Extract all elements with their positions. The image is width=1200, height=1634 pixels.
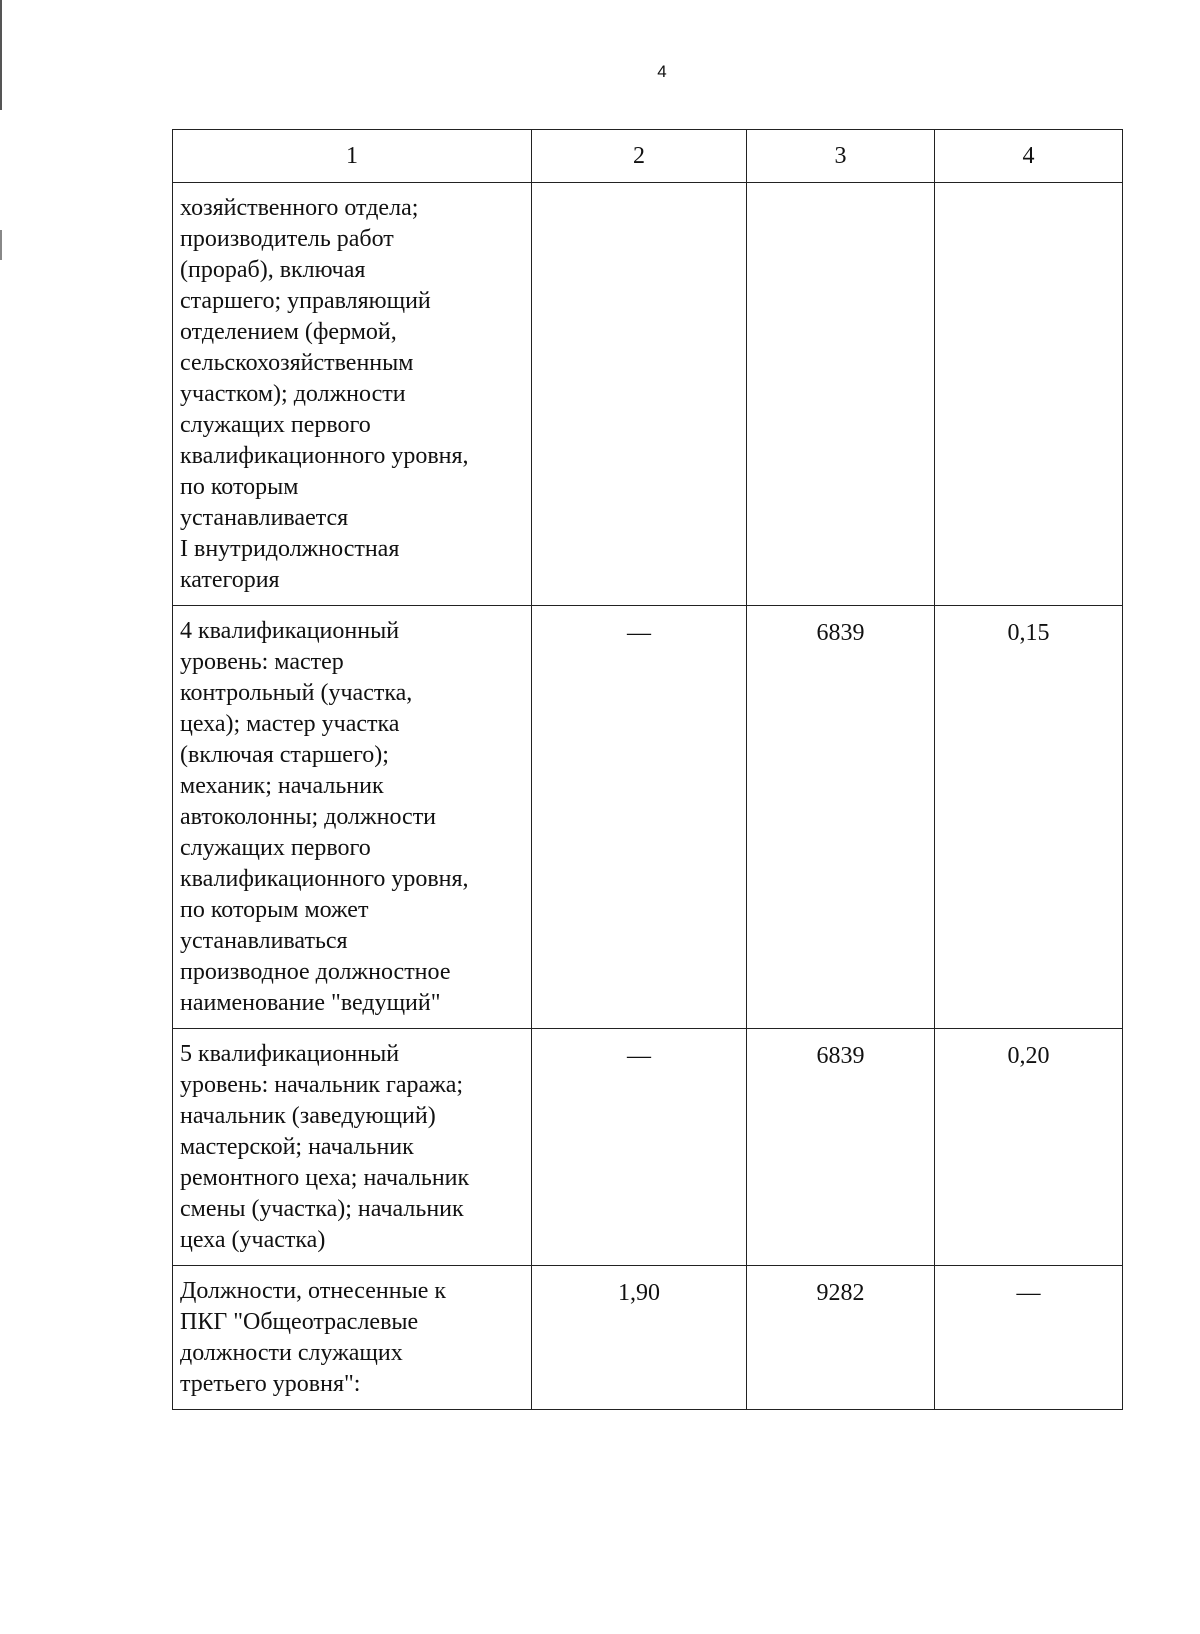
cell-text-line: цеха (участка) bbox=[180, 1227, 326, 1253]
cell-text-line: смены (участка); начальник bbox=[180, 1196, 464, 1222]
cell-text-line: 5 квалификационный bbox=[180, 1041, 400, 1067]
cell-text-line: третьего уровня": bbox=[180, 1371, 361, 1397]
coefficient-cell: — bbox=[532, 606, 747, 1029]
table-row bbox=[173, 183, 1123, 606]
cell-text-line: производитель работ bbox=[180, 226, 394, 252]
coefficient-cell bbox=[532, 183, 747, 606]
cell-text-line: уровень: мастер bbox=[180, 649, 344, 675]
cell-text-line: сельскохозяйственным bbox=[180, 350, 414, 376]
cell-text-line: устанавливается bbox=[180, 505, 349, 531]
table-header-row bbox=[173, 130, 1123, 183]
cell-text-line: мастерской; начальник bbox=[180, 1134, 414, 1160]
column-header: 1 bbox=[173, 130, 532, 183]
cell-text-line: уровень: начальник гаража; bbox=[180, 1072, 464, 1098]
cell-text-line: отделением (фермой, bbox=[180, 319, 397, 345]
cell-text-line: Должности, отнесенные к bbox=[180, 1278, 447, 1304]
cell-text-line: I внутридолжностная bbox=[180, 536, 400, 562]
cell-text-line: цеха); мастер участка bbox=[180, 711, 400, 737]
base-salary-cell: 6839 bbox=[747, 1029, 935, 1266]
cell-text-line: автоколонны; должности bbox=[180, 804, 437, 830]
position-description-cell bbox=[173, 606, 532, 1029]
table-row bbox=[173, 1029, 1123, 1266]
base-salary-cell: 6839 bbox=[747, 606, 935, 1029]
cell-text-line: служащих первого bbox=[180, 835, 371, 861]
position-description-cell bbox=[173, 1266, 532, 1410]
cell-text-line: категория bbox=[180, 567, 280, 593]
cell-text-line: по которым может bbox=[180, 897, 369, 923]
position-description-cell bbox=[173, 183, 532, 606]
cell-text-line: по которым bbox=[180, 474, 299, 500]
cell-text-line: (прораб), включая bbox=[180, 257, 366, 283]
salary-table bbox=[172, 129, 1123, 1410]
page-number: 4 bbox=[657, 62, 667, 81]
scan-edge-mark bbox=[0, 0, 2, 110]
cell-text-line: ремонтного цеха; начальник bbox=[180, 1165, 470, 1191]
cell-text-line: служащих первого bbox=[180, 412, 371, 438]
cell-text-line: производное должностное bbox=[180, 959, 451, 985]
cell-text-line: квалификационного уровня, bbox=[180, 866, 469, 892]
base-salary-cell: 9282 bbox=[747, 1266, 935, 1410]
scan-edge-mark bbox=[0, 230, 2, 260]
position-description-cell bbox=[173, 1029, 532, 1266]
column-header: 2 bbox=[532, 130, 747, 183]
cell-text-line: наименование "ведущий" bbox=[180, 990, 441, 1016]
cell-text-line: начальник (заведующий) bbox=[180, 1103, 436, 1129]
cell-text-line: хозяйственного отдела; bbox=[180, 195, 419, 221]
cell-text-line: старшего; управляющий bbox=[180, 288, 431, 314]
cell-text-line: механик; начальник bbox=[180, 773, 384, 799]
coefficient-cell: 1,90 bbox=[532, 1266, 747, 1410]
cell-text-line: 4 квалификационный bbox=[180, 618, 400, 644]
table-row bbox=[173, 1266, 1123, 1410]
coefficient-cell: — bbox=[532, 1029, 747, 1266]
column-header: 4 bbox=[935, 130, 1123, 183]
cell-text-line: устанавливаться bbox=[180, 928, 348, 954]
cell-text-line: должности служащих bbox=[180, 1340, 403, 1366]
increase-coefficient-cell: 0,15 bbox=[935, 606, 1123, 1029]
cell-text-line: квалификационного уровня, bbox=[180, 443, 469, 469]
base-salary-cell bbox=[747, 183, 935, 606]
cell-text-line: ПКГ "Общеотраслевые bbox=[180, 1309, 419, 1335]
cell-text-line: (включая старшего); bbox=[180, 742, 389, 768]
cell-text-line: контрольный (участка, bbox=[180, 680, 413, 706]
cell-text-line: участком); должности bbox=[180, 381, 406, 407]
increase-coefficient-cell: — bbox=[935, 1266, 1123, 1410]
increase-coefficient-cell: 0,20 bbox=[935, 1029, 1123, 1266]
table-row bbox=[173, 606, 1123, 1029]
increase-coefficient-cell bbox=[935, 183, 1123, 606]
column-header: 3 bbox=[747, 130, 935, 183]
